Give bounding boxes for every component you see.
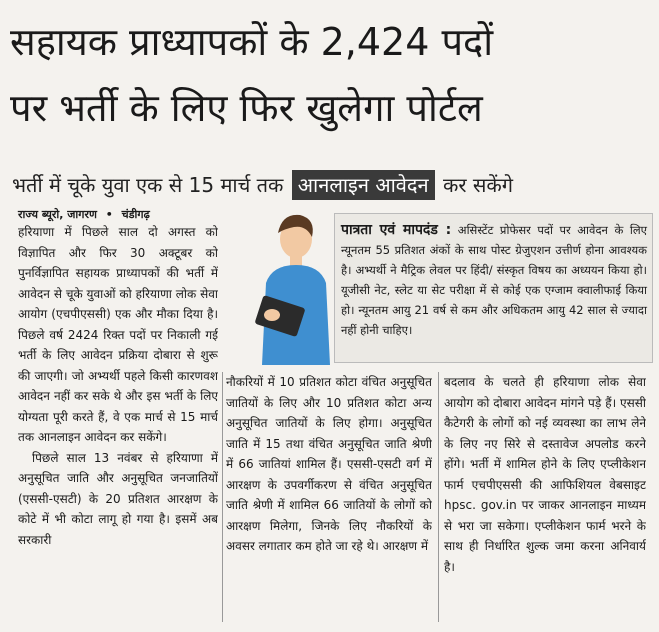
column-1-paragraph-1: हरियाणा में पिछले साल दो अगस्त को विज्ञापित और फिर 30 अक्टूबर को पुनर्विज्ञापित सहायक प्राध्यापकों की भर्ती में आवेदन से चूके युवाओं को हरियाणा लोक सेवा आयोग (एचपीएससी) एक और मौका दिया है। पिछले वर्ष 2424 रिक्त पदों पर निकाली गई भर्ती के लिए आवेदन प्रक्रिया दोबारा से शुरू की जाएगी। जो अभ्यर्थी पहले किसी कारणवश आवेदन नहीं कर सके थे और इस भर्ती के लिए योग्यता पूरी करते हैं, वे एक मार्च से 15 मार्च तक आनलाइन आवेदन कर सकेंगे। <box>18 225 218 444</box>
headline-line-2: पर भर्ती के लिए फिर खुलेगा पोर्टल <box>10 86 483 130</box>
column-divider <box>222 372 223 622</box>
headline-line-1: सहायक प्राध्यापकों के 2,424 पदों <box>10 20 494 64</box>
eligibility-box <box>334 213 653 363</box>
column-1-paragraph-2: पिछले साल 13 नवंबर से हरियाणा में अनुसूचित जाति और अनुसूचित जनजातियों (एससी-एसटी) के 20 प्रतिशत आरक्षण के कोटे में भी कोटा लागू हो गया है। इसमें अब सरकारी <box>18 450 218 547</box>
column-divider <box>438 372 439 622</box>
subheadline-before: भर्ती में चूके युवा एक से 15 मार्च तक <box>12 173 284 197</box>
person-with-laptop-icon <box>238 205 334 365</box>
article-column-1 <box>18 222 218 622</box>
column-2-paragraph: नौकरियों में 10 प्रतिशत कोटा वंचित अनुसूचित जातियों के लिए और 10 प्रतिशत कोटा अन्य अनुसूचित जातियों के लिए होगा। अनुसूचित जाति में 15 तथा वंचित अनुसूचित जाति श्रेणी में 66 जातियां शामिल हैं। एससी-एसटी वर्ग में आरक्षण के उपवर्गीकरण से वंचित अनुसूचित जाति श्रेणी में शामिल 66 जातियों के लोगों को आरक्षण मिलेगा, जिनके लिए नौकरियों के अवसर लगातार कम होते जा रहे थे। आरक्षण में <box>226 375 432 553</box>
subheadline-after: कर सकेंगे <box>442 173 514 197</box>
subheadline-highlight: आनलाइन आवेदन <box>292 170 435 200</box>
byline-place: चंडीगढ़ <box>121 208 150 221</box>
eligibility-title: पात्रता एवं मापदंड : <box>341 222 452 238</box>
eligibility-text: असिस्टेंट प्रोफेसर पदों पर आवेदन के लिए न्यूनतम 55 प्रतिशत अंकों के साथ पोस्ट ग्रेजुएशन उत्तीर्ण होना आवश्यक है। अभ्यर्थी ने मैट्रिक लेवल पर हिंदी/ संस्कृत विषय का अध्ययन किया हो। यूजीसी नेट, स्लेट या सेट परीक्षा में से कोई एक एग्जाम क्वालीफाई किया हो। न्यूनतम आयु 21 वर्ष से कम और अधिकतम आयु 42 साल से ज्यादा नहीं होनी चाहिए। <box>341 223 648 337</box>
byline-bureau: राज्य ब्यूरो, जागरण <box>18 208 97 221</box>
subheadline <box>12 170 513 200</box>
bullet-icon: • <box>105 208 113 221</box>
article-column-2 <box>226 372 432 624</box>
article-column-3 <box>444 372 646 624</box>
byline <box>18 207 150 222</box>
column-3-paragraph: बदलाव के चलते ही हरियाणा लोक सेवा आयोग को दोबारा आवेदन मांगने पड़े हैं। एससी कैटेगरी के लोगों को नई व्यवस्था का लाभ लेने के लिए नए सिरे से दस्तावेज अपलोड करने होंगे। भर्ती में शामिल होने के लिए एप्लीकेशन फार्म एचपीएससी की आफिशियल वेबसाइट hpsc. gov.in पर जाकर आनलाइन माध्यम से भरा जा सकेगा। एप्लीकेशन फार्म भरने के साथ ही निर्धारित शुल्क जमा करना अनिवार्य है। <box>444 375 646 574</box>
